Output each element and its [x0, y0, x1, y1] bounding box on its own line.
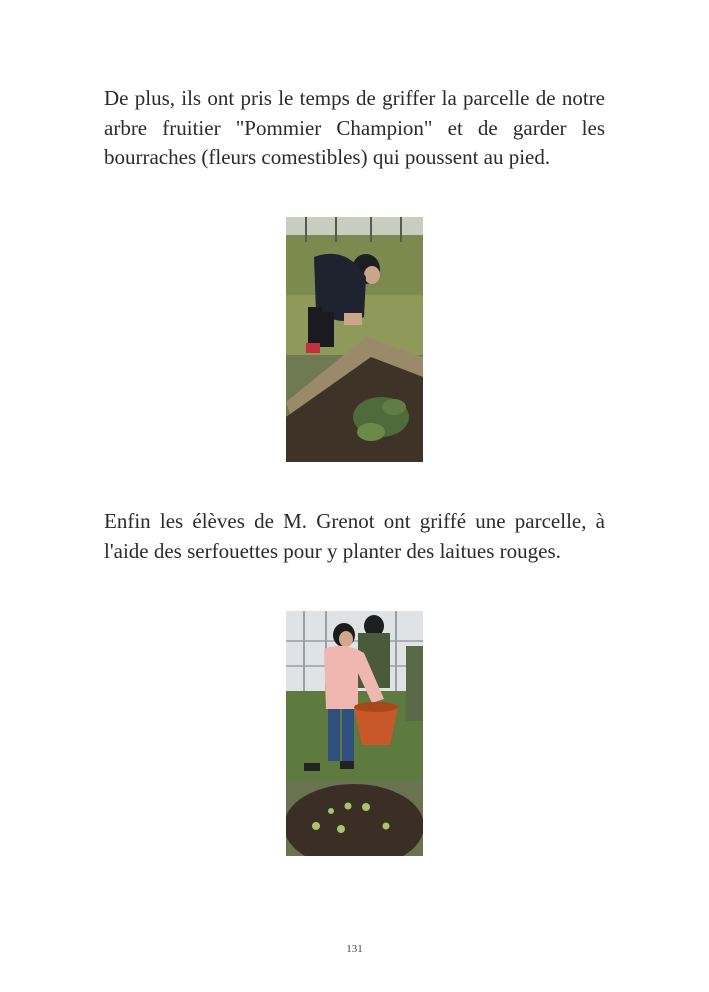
photo-student-raking-raised-bed: [286, 217, 423, 462]
paragraph-laitues-rouges: Enfin les élèves de M. Grenot ont griffé une parcelle, à l'aide des serfouettes pour y planter des laitues rouges.: [104, 509, 605, 563]
paragraph-pommier-champion: De plus, ils ont pris le temps de griffer la parcelle de notre arbre fruitier "Pommier Champion" et de garder les bourraches (fleurs comestibles) qui poussent au pied.: [104, 86, 605, 169]
photo-students-planting-lettuce: [286, 611, 423, 856]
page-number: 131: [346, 943, 363, 955]
